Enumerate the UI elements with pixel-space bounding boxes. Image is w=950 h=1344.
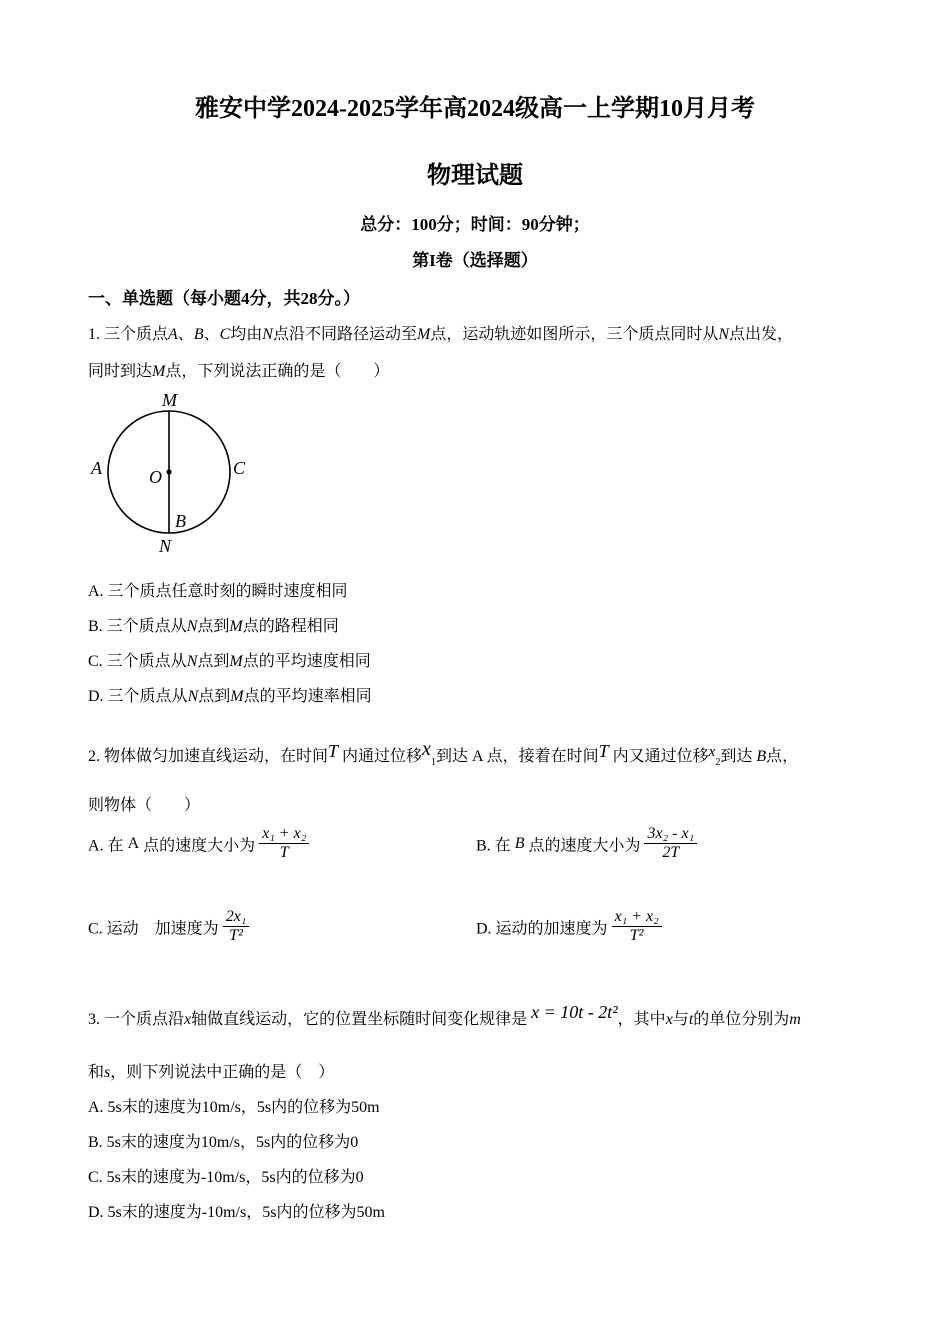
q2-option-d[interactable]: D. 运动的加速度为 $\frac{\text{x₁ + x₂}}{\text{T²}}$ [476,908,662,946]
label-c: C [233,458,246,478]
q3-formula: x = 10t - 2t² [531,1002,618,1022]
q2-stem-line1: 2. 物体做匀加速直线运动，在时间T 内通过位移$x_1$到达 A 点，接着在时间T 内又通过位移$x_2$到达 B点， [88,738,799,769]
q3-option-a[interactable]: A. 5s末的速度为10m/s，5s内的位移为50m [88,1099,380,1116]
q3-option-c[interactable]: C. 5s末的速度为-10m/s，5s内的位移为0 [88,1169,364,1186]
q2-option-c[interactable]: C. 运动 加速度为 $\frac{\text{2x₁}}{\text{T²}}$ [88,908,249,946]
q2-c-fraction: $\frac{\text{2x₁}}{\text{T²}}$ [223,908,250,946]
q1-stem-line1: 1. 三个质点A、B、C均由N点沿不同路径运动至M点，运动轨迹如图所示，三个质点同时从N点出发， [88,326,794,343]
q3-option-d[interactable]: D. 5s末的速度为-10m/s，5s内的位移为50m [88,1204,385,1221]
q2-option-b[interactable]: B. 在 B 点的速度大小为 $\frac{\text{3x₂ - x₁}}{2T}$ [476,825,697,863]
q1-stem-line2: 同时到达M点，下列说法正确的是（ ） [88,363,390,380]
q2-stem-line2: 则物体（ ） [88,797,201,814]
label-n: N [159,536,172,556]
q2-d-fraction: $\frac{\text{x₁ + x₂}}{\text{T²}}$ [612,908,662,946]
volume-heading: 第I卷（选择题） [412,251,538,270]
label-o: O [149,467,162,487]
q2-option-a[interactable]: A. 在 A 点的速度大小为 $\frac{\text{x₁ + x₂}}{T}$ [88,825,309,863]
q3-option-b[interactable]: B. 5s末的速度为10m/s，5s内的位移为0 [88,1134,359,1151]
exam-title: 雅安中学2024-2025学年高2024级高一上学期10月月考 [195,96,755,122]
q1-circle-figure [86,388,256,558]
q2-a-fraction: $\frac{\text{x₁ + x₂}}{T}$ [259,825,309,863]
exam-meta: 总分：100分；时间：90分钟； [360,215,590,234]
label-a: A [91,458,102,478]
q1-option-c[interactable]: C. 三个质点从N点到M点的平均速度相同 [88,653,371,670]
q1-option-b[interactable]: B. 三个质点从N点到M点的路程相同 [88,618,339,635]
q1-option-d[interactable]: D. 三个质点从N点到M点的平均速率相同 [88,688,372,705]
label-b: B [175,511,186,531]
section-heading: 一、单选题（每小题4分，共28分。） [88,289,360,308]
label-m: M [162,390,177,410]
exam-subject: 物理试题 [427,163,523,189]
q2-b-fraction: $\frac{\text{3x₂ - x₁}}{2T}$ [644,825,697,863]
q1-option-a[interactable]: A. 三个质点任意时刻的瞬时速度相同 [88,583,348,600]
center-dot [166,469,171,474]
q3-stem-line2: 和s，则下列说法中正确的是（ ） [88,1064,335,1081]
q3-stem-line1: 3. 一个质点沿x轴做直线运动，它的位置坐标随时间变化规律是 x = 10t - 2t²，其中x与t的单位分别为m [88,1002,801,1028]
